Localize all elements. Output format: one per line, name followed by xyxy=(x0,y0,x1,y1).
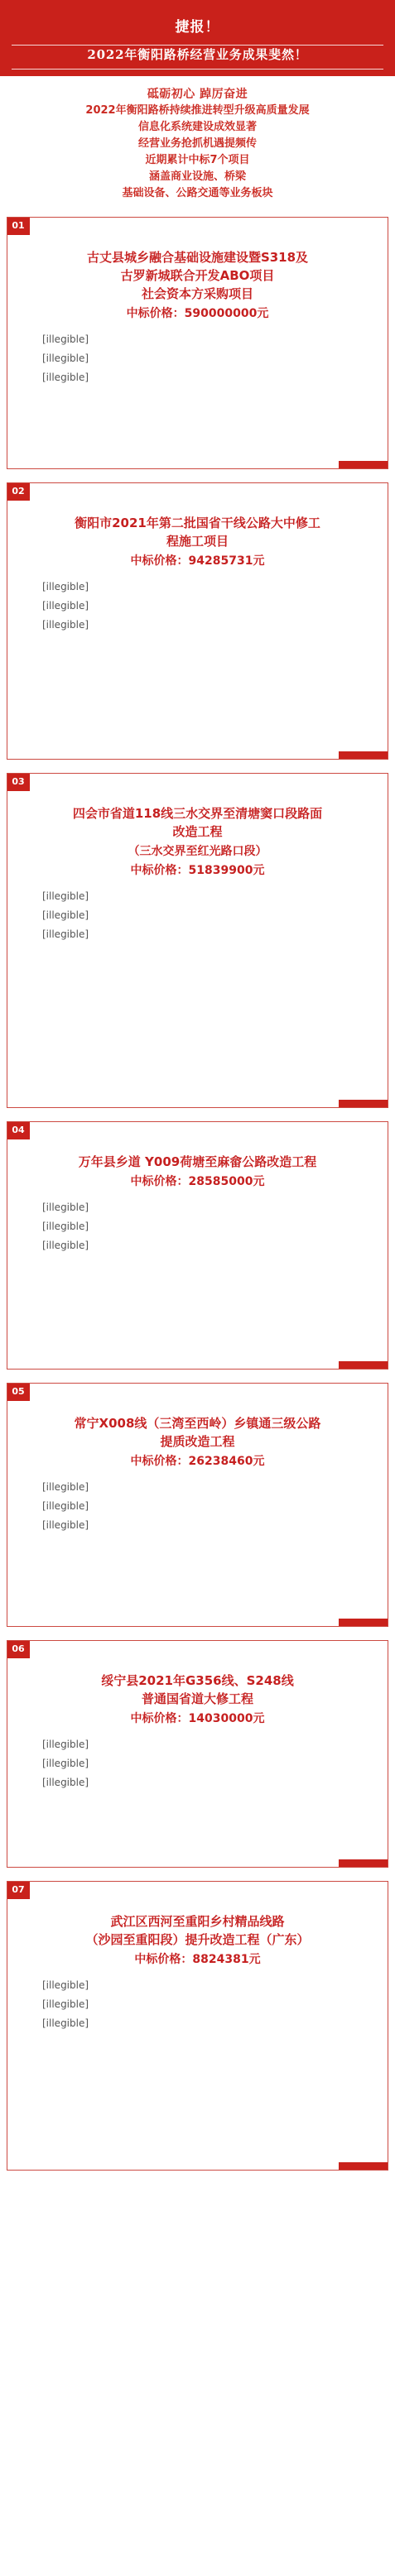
project-title-line: 绥宁县2021年G356线、S248线 xyxy=(101,1673,294,1689)
project-number: 05 xyxy=(7,1383,30,1401)
project-price: 中标价格：26238460元 xyxy=(130,1454,265,1468)
project-title-line: 常宁X008线（三湾至西岭）乡镇通三级公路 xyxy=(74,1416,321,1432)
project-paragraph: [illegible] xyxy=(42,333,89,345)
project-paragraph: [illegible] xyxy=(42,1221,89,1233)
project-paragraph: [illegible] xyxy=(42,928,89,941)
project-description xyxy=(22,1976,373,2032)
project-paragraph: [illegible] xyxy=(42,890,89,903)
project-number: 02 xyxy=(7,482,30,501)
project-paragraph: [illegible] xyxy=(42,909,89,922)
intro-section xyxy=(0,76,395,209)
project-price: 中标价格：590000000元 xyxy=(126,306,269,320)
project-title-line: 衡阳市2021年第二批国省干线公路大中修工 xyxy=(75,516,320,531)
project-price: 中标价格：28585000元 xyxy=(130,1175,265,1189)
intro-line: 砥砺初心 踔厉奋进 xyxy=(147,88,248,101)
project-number: 06 xyxy=(7,1640,30,1658)
project-title-line: 改造工程 xyxy=(172,824,223,840)
project-number: 07 xyxy=(7,1881,30,1899)
hero-subtitle: 2022年衡阳路桥经营业务成果斐然！ xyxy=(87,47,308,62)
hero-banner xyxy=(0,0,395,76)
project-paragraph: [illegible] xyxy=(42,1998,89,2010)
project-card xyxy=(7,1640,388,1868)
project-title-line: 古罗新城联合开发ABO项目 xyxy=(120,268,275,284)
project-title xyxy=(22,515,373,551)
project-number: 03 xyxy=(7,773,30,791)
project-title-line: 提质改造工程 xyxy=(160,1434,235,1450)
project-title-line: 万年县乡道 Y009荷塘至麻畲公路改造工程 xyxy=(78,1154,317,1170)
project-title-line: 程施工项目 xyxy=(166,534,229,549)
project-card xyxy=(7,1881,388,2171)
project-card xyxy=(7,482,388,760)
project-paragraph: [illegible] xyxy=(42,1499,89,1512)
project-title-line: 武江区西河至重阳乡村精品线路 xyxy=(110,1914,285,1930)
project-description xyxy=(22,1735,373,1792)
project-title xyxy=(22,1672,373,1709)
hero-divider-bottom xyxy=(12,69,383,70)
project-paragraph: [illegible] xyxy=(42,599,89,612)
project-description xyxy=(22,887,373,943)
project-price: 中标价格：8824381元 xyxy=(134,1952,261,1966)
project-paragraph: [illegible] xyxy=(42,1481,89,1494)
intro-line: 涵盖商业设施、桥梁 xyxy=(148,170,246,183)
project-title xyxy=(22,249,373,303)
project-price: 中标价格：51839900元 xyxy=(130,864,265,878)
project-title xyxy=(22,1415,373,1451)
project-paragraph: [illegible] xyxy=(42,1202,89,1214)
project-paragraph: [illegible] xyxy=(42,352,89,364)
project-description xyxy=(22,1478,373,1534)
project-card xyxy=(7,217,388,469)
project-price: 中标价格：94285731元 xyxy=(130,554,265,568)
project-price: 中标价格：14030000元 xyxy=(130,1711,265,1725)
intro-line: 经营业务抢抓机遇提频传 xyxy=(137,137,257,150)
project-paragraph: [illegible] xyxy=(42,618,89,631)
project-paragraph: [illegible] xyxy=(42,1979,89,1992)
project-title xyxy=(22,805,373,842)
project-paragraph: [illegible] xyxy=(42,2017,89,2029)
hero-divider-top xyxy=(12,45,383,46)
project-title-line: 普通国省道大修工程 xyxy=(141,1691,253,1707)
project-paragraph: [illegible] xyxy=(42,1240,89,1251)
project-number: 01 xyxy=(7,217,30,235)
project-description xyxy=(22,578,373,634)
project-paragraph: [illegible] xyxy=(42,581,89,593)
intro-line: 信息化系统建设成效显著 xyxy=(137,121,257,134)
project-paragraph: [illegible] xyxy=(42,1739,89,1751)
project-list xyxy=(0,217,395,2171)
intro-line: 2022年衡阳路桥持续推进转型升级高质量发展 xyxy=(85,104,310,118)
project-title-line: 古丈县城乡融合基础设施建设暨S318及 xyxy=(86,250,309,266)
project-subtitle: （三水交界至红光路口段） xyxy=(128,844,267,858)
project-description xyxy=(22,330,373,386)
project-description xyxy=(22,1198,373,1254)
project-paragraph: [illegible] xyxy=(42,1757,89,1769)
project-title-line: （沙园至重阳段）提升改造工程（广东） xyxy=(85,1932,310,1948)
project-number: 04 xyxy=(7,1121,30,1139)
project-card xyxy=(7,773,388,1108)
project-title-line: 社会资本方采购项目 xyxy=(141,285,253,301)
project-paragraph: [illegible] xyxy=(42,1776,89,1788)
project-card xyxy=(7,1383,388,1627)
project-title xyxy=(22,1154,373,1172)
project-paragraph: [illegible] xyxy=(42,1518,89,1531)
intro-line: 近期累计中标7个项目 xyxy=(145,153,250,166)
project-paragraph: [illegible] xyxy=(42,371,89,383)
intro-line: 基础设备、公路交通等业务板块 xyxy=(122,186,273,199)
project-card xyxy=(7,1121,388,1370)
project-title xyxy=(22,1913,373,1950)
project-title-line: 四会市省道118线三水交界至清塘窦口段路面 xyxy=(72,806,323,822)
hero-title: 捷报！ xyxy=(175,19,220,36)
